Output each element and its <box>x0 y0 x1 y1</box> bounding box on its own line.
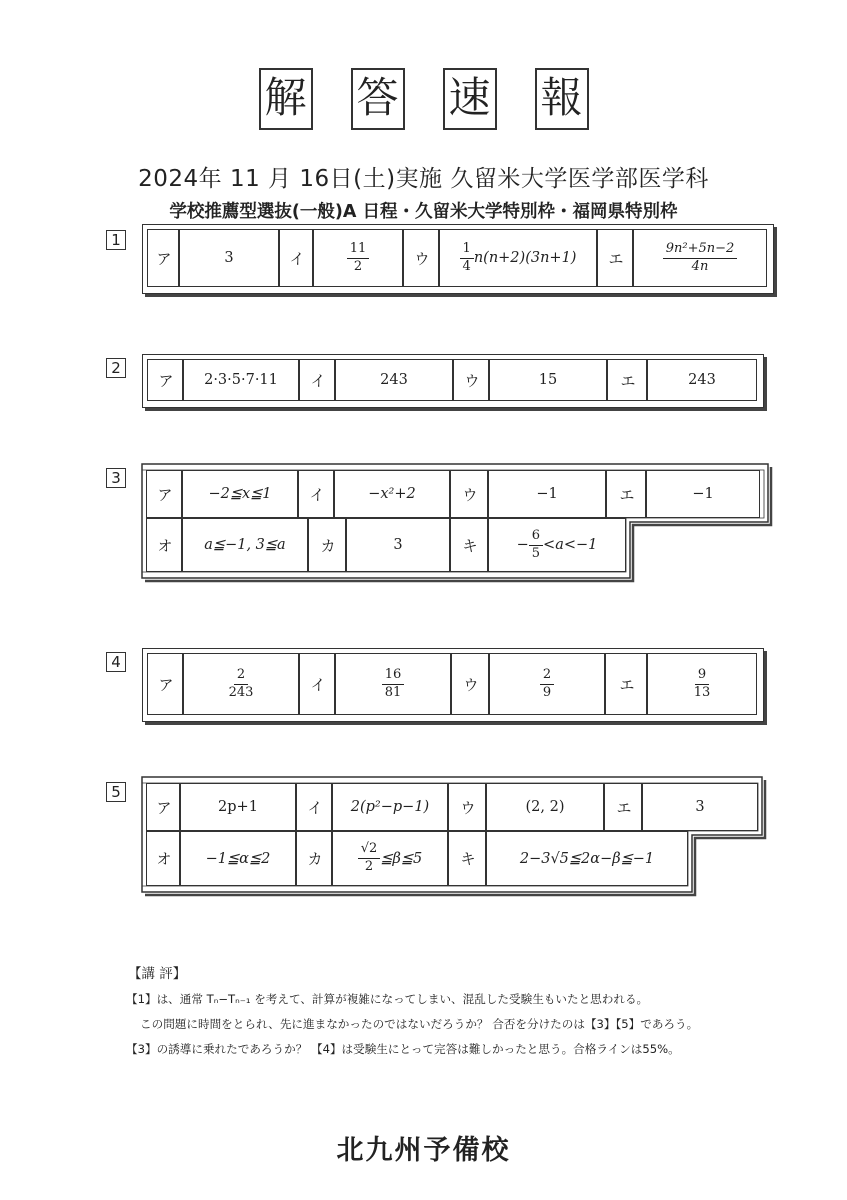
denominator: 4n <box>691 258 709 274</box>
label-text: ア <box>158 675 174 694</box>
answer-value: 3 <box>393 537 403 553</box>
exam-type-subtitle: 学校推薦型選抜(一般)A 日程・久留米大学特別枠・福岡県特別枠 <box>169 202 678 222</box>
numerator: 9n²+5n−2 <box>663 242 738 259</box>
q3-answer-e <box>646 470 760 518</box>
q3-answer-a <box>182 470 298 518</box>
label-text: ウ <box>462 485 478 504</box>
numerator: 1 <box>460 242 474 259</box>
q1-answer-i <box>313 229 403 287</box>
fraction <box>347 242 370 275</box>
fraction <box>529 529 543 562</box>
label-text: エ <box>608 249 624 268</box>
label-u <box>448 783 486 831</box>
q4-answer-a <box>183 653 299 715</box>
q2-answer-e <box>647 359 757 401</box>
label-o <box>146 831 180 886</box>
q2-answer-i <box>335 359 453 401</box>
q5-answer-o <box>180 831 296 886</box>
question-number-2: 2 <box>106 358 126 378</box>
label-text: ア <box>158 371 174 390</box>
label-text: ウ <box>414 249 430 268</box>
answer-value: −1≦α≦2 <box>205 850 271 867</box>
label-text: イ <box>310 675 326 694</box>
numerator: √2 <box>358 842 381 859</box>
fraction <box>382 668 405 701</box>
label-o <box>146 518 182 572</box>
q5-answer-u <box>486 783 604 831</box>
label-a <box>147 359 183 401</box>
label-ki <box>450 518 488 572</box>
label-text: イ <box>309 485 325 504</box>
q3-answer-ka <box>346 518 450 572</box>
answer-value: 3 <box>695 799 705 815</box>
label-text: イ <box>307 798 323 817</box>
label-text: エ <box>619 675 635 694</box>
label-a <box>146 470 182 518</box>
fraction <box>226 668 257 701</box>
numerator: 11 <box>347 242 370 259</box>
review-heading: 【講 評】 <box>128 966 187 982</box>
label-text: オ <box>157 536 173 555</box>
answer-value: 2−3√5≦2α−β≦−1 <box>519 850 655 867</box>
label-e <box>605 653 647 715</box>
label-i <box>299 359 335 401</box>
answer-box-q4 <box>142 648 764 722</box>
label-i <box>279 229 313 287</box>
q4-answer-e <box>647 653 757 715</box>
fraction <box>663 242 738 275</box>
expression: ≦β≦5 <box>380 850 423 867</box>
fraction <box>540 668 554 701</box>
title-char: 速 <box>443 68 497 130</box>
title-char: 答 <box>351 68 405 130</box>
label-u <box>450 470 488 518</box>
q5-answer-ka <box>332 831 448 886</box>
numerator: 16 <box>382 668 405 685</box>
q5-answer-a <box>180 783 296 831</box>
label-e <box>606 470 646 518</box>
fraction <box>358 842 381 875</box>
q4-answer-i <box>335 653 451 715</box>
label-e <box>604 783 642 831</box>
denominator: 81 <box>384 684 402 700</box>
label-text: エ <box>616 798 632 817</box>
review-line: この問題に時間をとられ、先に進まなかったのではないだろうか？ 合否を分けたのは【3】【5】であろう。 <box>140 1017 699 1031</box>
answer-value: a≦−1, 3≦a <box>204 537 286 553</box>
denominator: 5 <box>531 545 541 561</box>
q1-answer-a <box>179 229 279 287</box>
numerator: 2 <box>234 668 248 685</box>
answer-value: 2(p²−p−1) <box>350 799 430 815</box>
label-i <box>296 783 332 831</box>
fraction <box>691 668 714 701</box>
q3-answer-i <box>334 470 450 518</box>
answer-value: 3 <box>224 250 234 266</box>
question-number-5: 5 <box>106 782 126 802</box>
label-text: イ <box>289 249 305 268</box>
label-text: オ <box>156 850 172 868</box>
question-number-4: 4 <box>106 652 126 672</box>
label-text: エ <box>619 485 635 504</box>
label-i <box>299 653 335 715</box>
denominator: 4 <box>462 258 471 274</box>
answer-value: −1 <box>536 486 558 502</box>
expression: n(n+2)(3n+1) <box>473 250 577 266</box>
label-text: ウ <box>464 371 480 390</box>
label-ka <box>308 518 346 572</box>
q1-answer-e <box>633 229 767 287</box>
answer-box-q2 <box>142 354 764 408</box>
answer-value: −x²+2 <box>368 486 416 502</box>
denominator: 2 <box>353 258 363 274</box>
fraction <box>460 242 474 275</box>
denominator: 13 <box>693 684 711 700</box>
review-line: 【3】の誘導に乗れたであろうか？ 【4】は受験生にとって完答は難しかったと思う。合格ラインは55%。 <box>126 1042 680 1056</box>
answer-value: (2, 2) <box>525 799 565 815</box>
answer-box-q1 <box>142 224 774 294</box>
q3-answer-u <box>488 470 606 518</box>
page-title <box>0 68 847 130</box>
q3-answer-ki <box>488 518 626 572</box>
review-line: 【1】は、通常 Tₙ−Tₙ₋₁ を考えて、計算が複雑になってしまい、混乱した受験生もいたと思われる。 <box>126 992 649 1006</box>
numerator: 2 <box>540 668 554 685</box>
answer-value: −1 <box>692 486 714 502</box>
q1-answer-u <box>439 229 597 287</box>
label-u <box>403 229 439 287</box>
school-name-footer: 北九州予備校 <box>336 1135 511 1166</box>
label-text: カ <box>307 850 323 868</box>
label-text: ア <box>156 249 172 268</box>
label-text: ア <box>157 485 173 504</box>
q5-answer-e <box>642 783 758 831</box>
label-ki <box>448 831 486 886</box>
q2-answer-a <box>183 359 299 401</box>
denominator: 2 <box>364 859 374 874</box>
label-text: キ <box>462 536 478 555</box>
label-text: イ <box>310 371 326 390</box>
label-a <box>147 229 179 287</box>
label-text: ウ <box>460 798 476 817</box>
label-a <box>147 653 183 715</box>
label-text: ウ <box>463 675 479 694</box>
label-a <box>146 783 180 831</box>
answer-value: 15 <box>538 372 558 388</box>
q3-answer-o <box>182 518 308 572</box>
question-number-1: 1 <box>106 230 126 250</box>
expression: <a<−1 <box>543 537 598 553</box>
sign: − <box>516 537 529 553</box>
label-u <box>453 359 489 401</box>
label-ka <box>296 831 332 886</box>
answer-value: 243 <box>380 372 408 388</box>
label-i <box>298 470 334 518</box>
q5-answer-i <box>332 783 448 831</box>
denominator: 243 <box>228 684 254 700</box>
label-text: カ <box>320 536 336 555</box>
label-e <box>607 359 647 401</box>
answer-value: −2≦x≦1 <box>208 486 272 502</box>
label-text: キ <box>460 850 476 868</box>
q2-answer-u <box>489 359 607 401</box>
exam-date-subtitle: 2024年 11 月 16日(土)実施 久留米大学医学部医学科 <box>138 166 709 192</box>
question-number-3: 3 <box>106 468 126 488</box>
title-char: 解 <box>259 68 313 130</box>
answer-value: 2·3·5·7·11 <box>204 372 278 388</box>
label-text: エ <box>620 371 636 390</box>
numerator: 9 <box>695 668 709 685</box>
answer-value: 243 <box>688 372 716 388</box>
q4-answer-u <box>489 653 605 715</box>
q5-answer-ki <box>486 831 688 886</box>
label-u <box>451 653 489 715</box>
label-text: ア <box>156 798 172 817</box>
title-char: 報 <box>535 68 589 130</box>
answer-value: 2p+1 <box>218 799 258 815</box>
numerator: 6 <box>529 529 543 546</box>
label-e <box>597 229 633 287</box>
denominator: 9 <box>542 684 552 700</box>
